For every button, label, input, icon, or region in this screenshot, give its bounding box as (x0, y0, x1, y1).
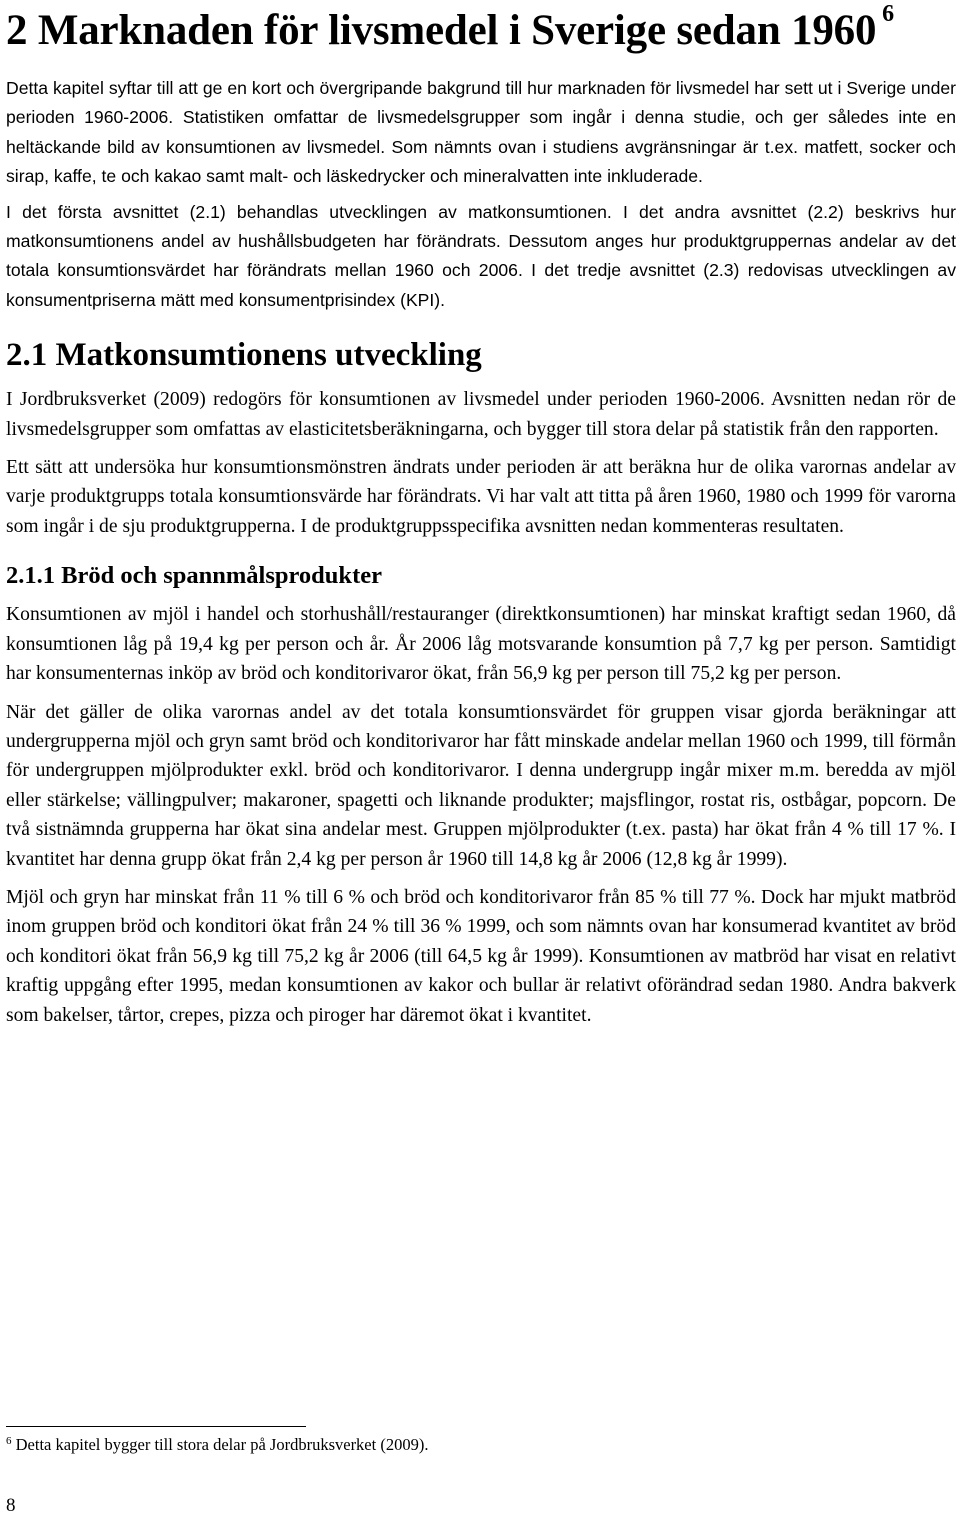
section-heading-2-1-1: 2.1.1 Bröd och spannmålsprodukter (6, 562, 382, 590)
footnote-divider (6, 1426, 306, 1427)
section-heading-2-1: 2.1 Matkonsumtionens utveckling (6, 337, 482, 374)
chapter-title-text: 2 Marknaden för livsmedel i Sverige sedan 1960 (6, 7, 877, 54)
section-2-1-paragraph: Ett sätt att undersöka hur konsumtionsmönstren ändrats under perioden är att beräkna hur de olika varornas andelar av varje produktgrupps totala konsumtionsvärde har förändrats. Vi har valt att titta på åren 1960, 1980 och 1999 för varorna som ingår i de sju produktgrupperna. I de produktgruppsspecifika avsnitten nedan kommenteras resultaten. (6, 457, 956, 537)
footnote-reference: 6 (882, 1, 894, 28)
footnote-text: Detta kapitel bygger till stora delar på Jordbruksverket (2009). (11, 1435, 429, 1454)
section-2-1-1-paragraph: Konsumtionen av mjöl i handel och storhushåll/restauranger (direktkonsumtionen) har minskat kraftigt sedan 1960, då konsumtionen låg på 19,4 kg per person och år. År 2006 låg motsvarande konsumtion på 7,7 kg per person. Samtidigt har konsumenternas inköp av bröd och konditorivaror ökat, från 56,9 kg per person till 75,2 kg per person. (6, 604, 956, 685)
sections-overview-paragraph: I det första avsnittet (2.1) behandlas utvecklingen av matkonsumtionen. I det andra avsnittet (2.2) beskrivs hur matkonsumtionens andel av hushållsbudgeten har förändrats. Dessutom anges hur produktgruppernas andelar av det totala konsumtionsvärdet har förändrats mellan 1960 och 2006. I det tredje avsnittet (2.3) redovisas utvecklingen av konsumentpriserna mätt med konsumentprisindex (KPI). (6, 201, 956, 310)
document-page (6, 0, 956, 1521)
page-number: 8 (6, 1495, 16, 1516)
section-2-1-paragraph: I Jordbruksverket (2009) redogörs för konsumtionen av livsmedel under perioden 1960-2006. Avsnitten nedan rör de livsmedelsgrupper som omfattas av elasticitetsberäkningarna, och bygger till stora delar på statistik från den rapporten. (6, 389, 956, 440)
footnote-number: 6 (6, 1434, 12, 1447)
section-2-1-1-paragraph: Mjöl och gryn har minskat från 11 % till 6 % och bröd och konditorivaror från 85 % till 77 %. Dock har mjukt matbröd inom gruppen bröd och konditori ökat från 24 % till 36 % 1999, och som nämnts ovan har konsumerad kvantitet av bröd och konditori ökat från 56,9 kg till 75,2 kg år 2006 (till 64,5 kg år 1999). Konsumtionen av matbröd har visat en relativt kraftig uppgång efter 1995, medan konsumtionen av kakor och bullar är relativt oförändrad sedan 1980. Andra bakverk som bakelser, tårtor, crepes, pizza och piroger har däremot ökat i kvantitet. (6, 886, 956, 1026)
intro-paragraph: Detta kapitel syftar till att ge en kort och övergripande bakgrund till hur marknaden för livsmedel har sett ut i Sverige under perioden 1960-2006. Statistiken omfattar de livsmedelsgrupper som ingår i denna studie, och ger således inte en heltäckande bild av konsumtionen av livsmedel. Som nämnts ovan i studiens avgränsningar är t.ex. matfett, socker och sirap, kaffe, te och kakao samt malt- och läskedrycker och mineralvatten inte inkluderade. (6, 78, 956, 187)
section-2-1-1-paragraph: När det gäller de olika varornas andel av det totala konsumtionsvärdet för gruppen visar gjorda beräkningar att undergrupperna mjöl och gryn samt bröd och konditorivaror har fått minskade andelar mellan 1960 och 1999, till förmån för undergruppen mjölprodukter exkl. bröd och konditorivaror. I denna undergrupp ingår mixer m.m. beredda av mjöl eller stärkelse; vällingpulver; makaroner, spagetti och liknande produkter; majsflingor, rostat ris, ostbågar, popcorn. De två sistnämnda grupperna har ökat sina andelar mest. Gruppen mjölprodukter (t.ex. pasta) har ökat från 4 % till 17 %. I kvantitet har denna grupp ökat från 2,4 kg per person år 1960 till 14,8 kg år 2006 (12,8 kg år 1999). (6, 701, 956, 870)
footnote (6, 1434, 428, 1456)
chapter-title (6, 0, 956, 60)
